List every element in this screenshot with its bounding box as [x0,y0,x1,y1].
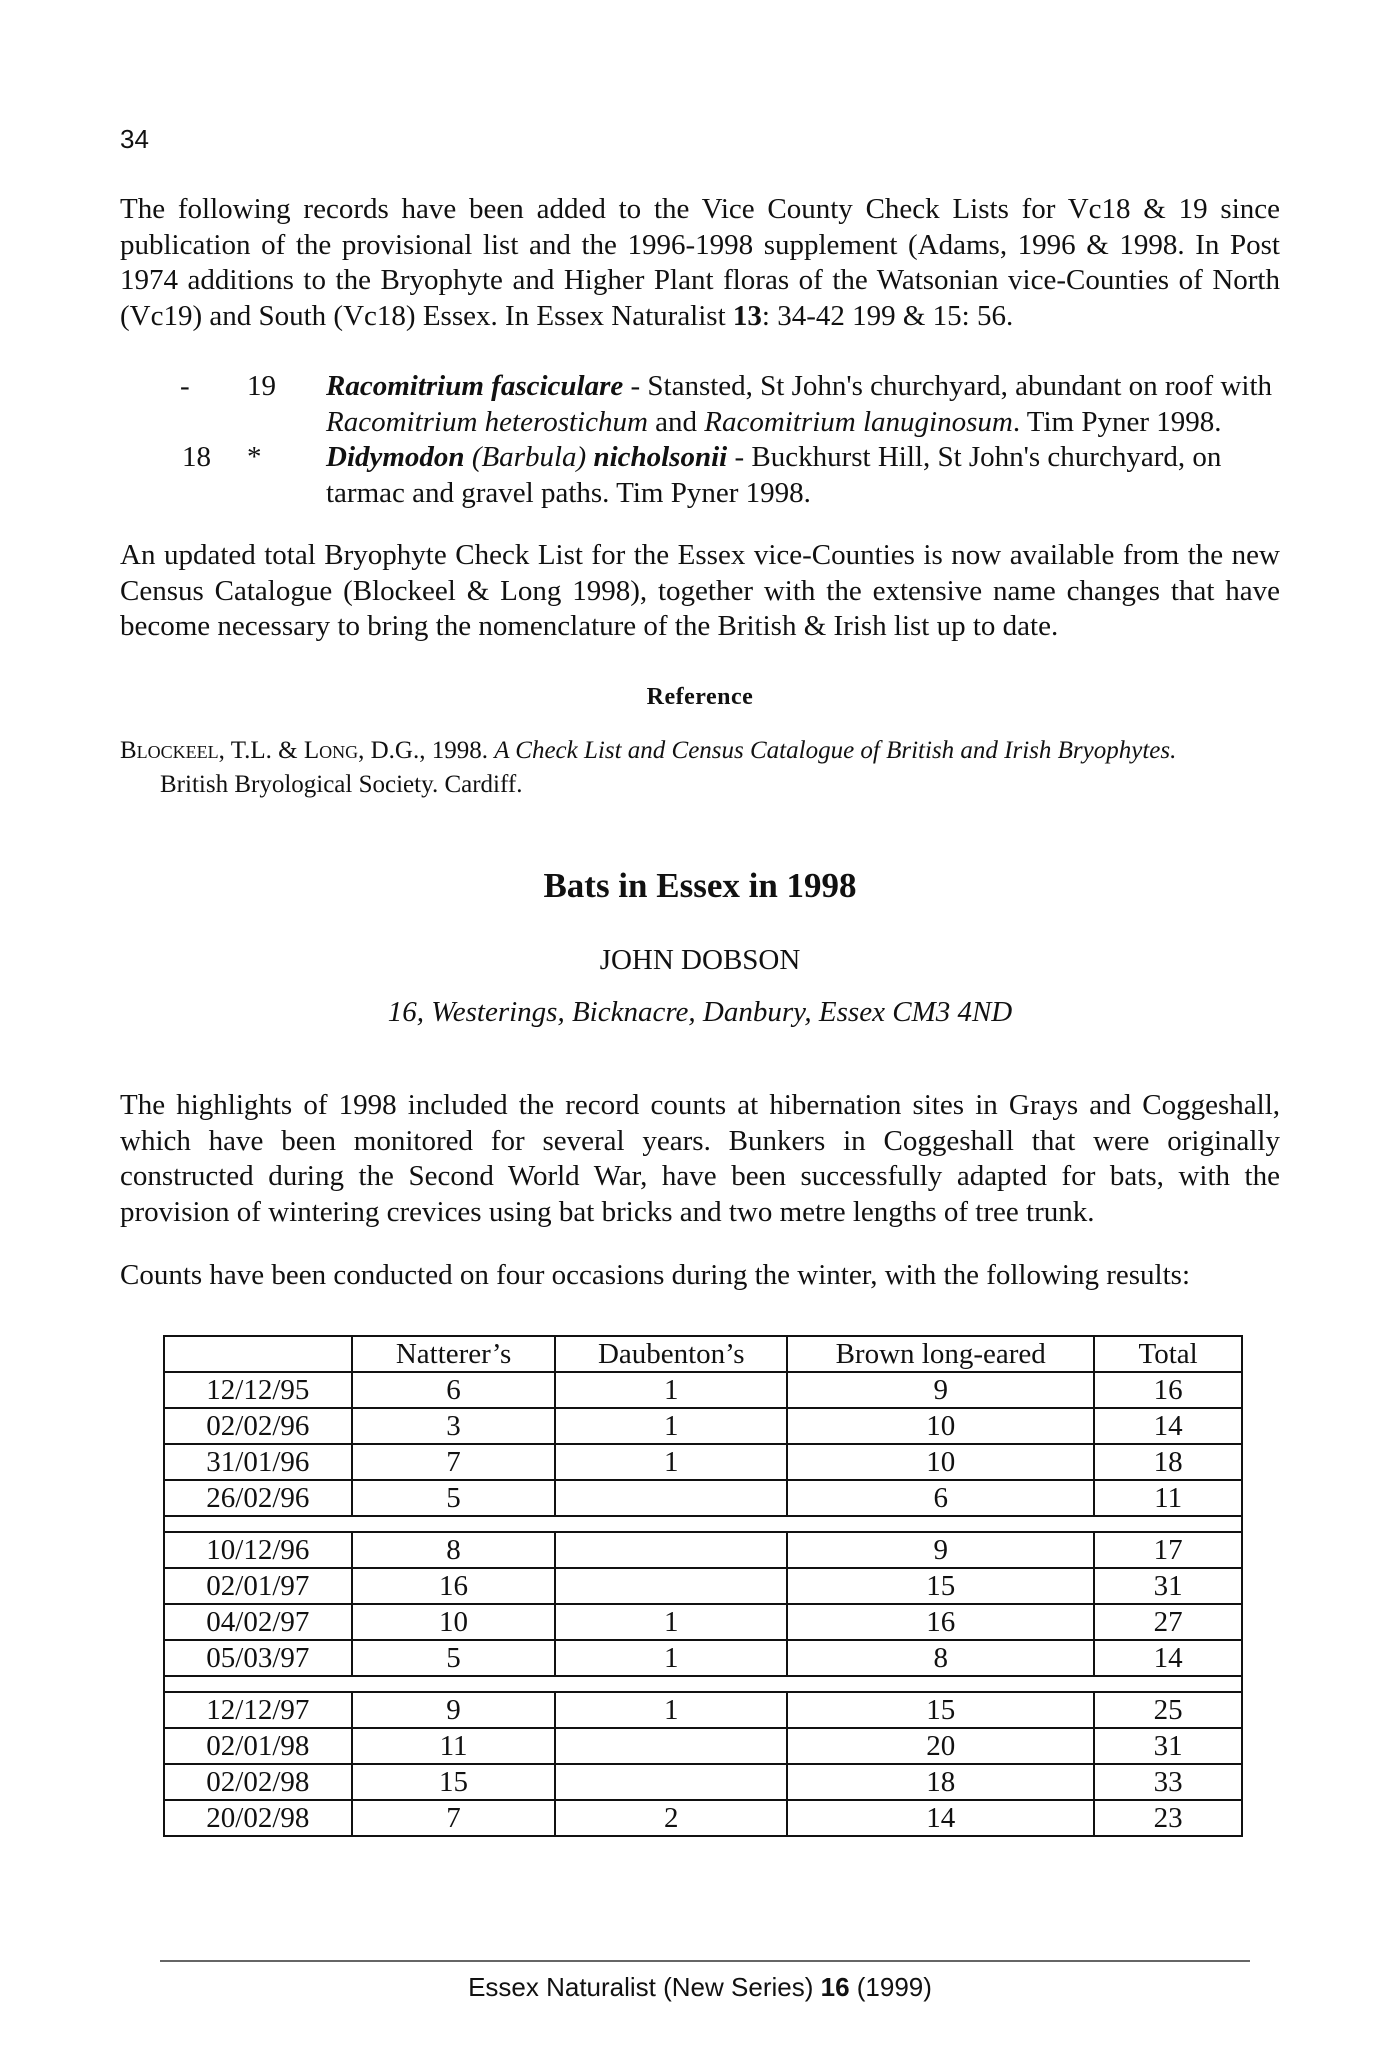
footer-volume: 16 [820,1972,850,2002]
highlights-paragraph: The highlights of 1998 included the record counts at hibernation sites in Grays and Coggeshall, which have been monitored for several years. Bunkers in Coggeshall that were originally constructed during the Second World War, have been successfully adapted for bats, with the provision of wintering crevices using bat bricks and two metre lengths of tree trunk. [120,1089,1280,1228]
record-new-flag: * [247,441,262,473]
record-taxon: Racomitrium fasciculare [326,370,624,402]
record-connector: and [647,405,705,438]
record-entry [0,440,1400,520]
cell-natterers: 8 [352,1532,556,1568]
cell-natterers: 5 [352,1640,556,1676]
cell-daubentons: 1 [555,1372,787,1408]
cell-total: 11 [1094,1480,1242,1516]
reference-title: A Check List and Census Catalogue of British and Irish Bryophytes. [494,737,1177,764]
reference-publisher: British Bryological Society. Cardiff. [160,771,523,798]
table-row [164,1604,1242,1640]
record-vc18: 18 [182,441,211,473]
record-recorder: . Tim Pyner 1998. [1012,405,1222,438]
table-row [164,1800,1242,1836]
cell-total: 23 [1094,1800,1242,1836]
cell-natterers: 7 [352,1800,556,1836]
record-text [326,369,1286,440]
cell-date: 20/02/98 [164,1800,352,1836]
table-group-separator [164,1676,1242,1692]
cell-brown-long-eared: 16 [787,1604,1094,1640]
record-associate-1: Racomitrium heterostichum [326,405,648,438]
cell-natterers: 10 [352,1604,556,1640]
record-taxon-synonym: (Barbula) [464,441,594,473]
cell-daubentons: 1 [555,1444,787,1480]
cell-daubentons [555,1480,787,1516]
cell-natterers: 3 [352,1408,556,1444]
cell-total: 16 [1094,1372,1242,1408]
cell-natterers: 9 [352,1692,556,1728]
cell-total: 33 [1094,1764,1242,1800]
cell-daubentons [555,1764,787,1800]
cell-daubentons [555,1532,787,1568]
intro-paragraph [120,192,1280,334]
cell-daubentons [555,1568,787,1604]
cell-daubentons [555,1728,787,1764]
cell-date: 31/01/96 [164,1444,352,1480]
page-number: 34 [120,124,149,154]
reference-year: , 1998. [419,737,495,764]
table-row [164,1408,1242,1444]
cell-total: 18 [1094,1444,1242,1480]
cell-brown-long-eared: 15 [787,1568,1094,1604]
intro-text-a: The following records have been added to the Vice County Check Lists for Vc18 & 19 since publication of the provisional list and the 1996-1998 supplement (Adams, 1996 & 1998. In Post 1974 additions to the Bryophyte and Higher Plant floras of the Watsonian vice-Counties of North (Vc19) and South (Vc18) Essex. In Essex Naturalist [120,193,1280,332]
reference-entry [120,734,1300,802]
intro-volume: 13 [732,299,762,332]
cell-brown-long-eared: 10 [787,1444,1094,1480]
cell-daubentons: 1 [555,1692,787,1728]
table-row [164,1640,1242,1676]
cell-brown-long-eared: 14 [787,1800,1094,1836]
separator-cell [164,1676,1242,1692]
cell-natterers: 16 [352,1568,556,1604]
cell-total: 27 [1094,1604,1242,1640]
table-row [164,1372,1242,1408]
reference-heading: Reference [646,684,754,710]
cell-date: 02/02/96 [164,1408,352,1444]
reference-authors: Blockeel, T.L. & Long, D.G. [120,737,420,764]
cell-natterers: 5 [352,1480,556,1516]
cell-natterers: 6 [352,1372,556,1408]
record-locality: - Stansted, St John's churchyard, abundant on roof with [623,370,1273,402]
record-locality: - Buckhurst Hill, St John's churchyard, on tarmac and gravel paths. Tim Pyner 1998. [326,441,1222,509]
header-cell-date [164,1336,352,1372]
cell-natterers: 11 [352,1728,556,1764]
cell-daubentons: 2 [555,1800,787,1836]
cell-date: 12/12/95 [164,1372,352,1408]
cell-brown-long-eared: 9 [787,1532,1094,1568]
table-header-row [164,1336,1242,1372]
record-taxon-species: nicholsonii [593,441,728,473]
record-entry [0,369,1400,449]
cell-date: 05/03/97 [164,1640,352,1676]
cell-natterers: 7 [352,1444,556,1480]
header-cell-total: Total [1094,1336,1242,1372]
cell-total: 14 [1094,1640,1242,1676]
cell-brown-long-eared: 8 [787,1640,1094,1676]
separator-cell [164,1516,1242,1532]
cell-date: 10/12/96 [164,1532,352,1568]
cell-date: 02/02/98 [164,1764,352,1800]
footer-year: (1999) [849,1972,932,2002]
article-address: 16, Westerings, Bicknacre, Danbury, Essex CM3 4ND [387,996,1013,1028]
footer-rule [160,1960,1250,1962]
checklist-paragraph: An updated total Bryophyte Check List for the Essex vice-Counties is now available from the new Census Catalogue (Blockeel & Long 1998), together with the extensive name changes that have become necessary to bring the nomenclature of the British & Irish list up to date. [120,539,1280,642]
header-cell-natterers: Natterer’s [352,1336,556,1372]
cell-brown-long-eared: 10 [787,1408,1094,1444]
table-row [164,1532,1242,1568]
cell-total: 25 [1094,1692,1242,1728]
cell-daubentons: 1 [555,1408,787,1444]
cell-date: 12/12/97 [164,1692,352,1728]
counts-intro-paragraph: Counts have been conducted on four occasions during the winter, with the following results: [120,1259,1190,1291]
record-taxon-genus: Didymodon [326,441,465,473]
cell-brown-long-eared: 15 [787,1692,1094,1728]
footer-journal: Essex Naturalist (New Series) [468,1972,821,2002]
journal-footer [0,1972,1400,2003]
cell-date: 02/01/97 [164,1568,352,1604]
bat-counts-body [164,1336,1242,1836]
cell-total: 17 [1094,1532,1242,1568]
cell-natterers: 15 [352,1764,556,1800]
table-row [164,1444,1242,1480]
cell-total: 14 [1094,1408,1242,1444]
cell-total: 31 [1094,1568,1242,1604]
header-cell-brown-long-eared: Brown long-eared [787,1336,1094,1372]
table-row [164,1728,1242,1764]
header-cell-daubentons: Daubenton’s [555,1336,787,1372]
record-vc19: 19 [247,370,276,402]
table-group-separator [164,1516,1242,1532]
cell-brown-long-eared: 20 [787,1728,1094,1764]
table-row [164,1764,1242,1800]
record-text [326,440,1286,511]
cell-brown-long-eared: 6 [787,1480,1094,1516]
cell-daubentons: 1 [555,1604,787,1640]
cell-date: 04/02/97 [164,1604,352,1640]
table-row [164,1692,1242,1728]
cell-date: 26/02/96 [164,1480,352,1516]
cell-brown-long-eared: 18 [787,1764,1094,1800]
cell-brown-long-eared: 9 [787,1372,1094,1408]
cell-total: 31 [1094,1728,1242,1764]
table-row [164,1568,1242,1604]
record-vc18: - [180,370,190,402]
bat-counts-table [163,1335,1243,1837]
cell-date: 02/01/98 [164,1728,352,1764]
article-title: Bats in Essex in 1998 [543,866,857,905]
record-associate-2: Racomitrium lanuginosum [704,405,1013,438]
table-row [164,1480,1242,1516]
article-author: JOHN DOBSON [599,944,801,976]
intro-text-b: : 34-42 199 & 15: 56. [761,299,1014,332]
cell-daubentons: 1 [555,1640,787,1676]
